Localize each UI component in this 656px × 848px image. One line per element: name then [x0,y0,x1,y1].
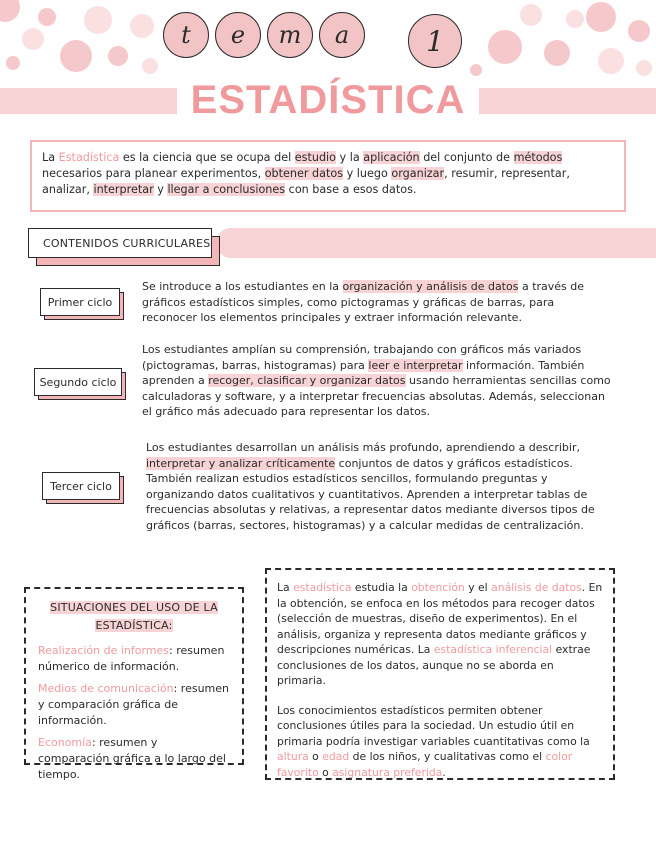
tema-circles [163,12,365,58]
situacion-key: Realización de informes [38,644,170,657]
bubble-decoration [22,28,44,50]
intro-text: y la [336,151,364,164]
situacion-value: : resumen y comparación gráfica de información. [38,682,230,727]
info-text: o [318,765,333,779]
ciclo-highlight: recoger, clasificar y organizar datos [208,374,406,387]
info-text: . [442,765,446,779]
bubble-decoration [108,46,128,66]
situacion-value: : resumen y comparación gráfica a lo largo del tiempo. [38,736,226,781]
ciclo-text: Se introduce a los estudiantes en la [142,280,343,293]
intro-term: Estadística [58,151,120,164]
situaciones-title-line: SITUACIONES DEL USO DE LA [50,601,218,614]
intro-highlight: llegar a conclusiones [167,183,286,196]
bubble-decoration [636,60,652,76]
situaciones-title [38,599,230,635]
ciclo-highlight: organización y análisis de datos [342,280,519,293]
situacion-value: : resumen númerico de información. [38,644,225,673]
intro-text: , resumir, representar, analizar, [42,167,570,196]
intro-highlight: obtener datos [264,167,344,180]
info-text: o [308,750,323,763]
situacion-item [38,735,230,783]
page-title-text: ESTADÍSTICA [177,78,480,122]
tema-letter: a [319,12,365,58]
info-text: estudia la [351,581,412,594]
tema-number: 1 [408,14,462,68]
intro-highlight: aplicación [363,151,420,164]
bubble-decoration [544,40,570,66]
ciclo-label-segundo: Segundo ciclo [34,368,122,396]
situaciones-box [24,587,244,781]
info-term: estadística [293,581,352,594]
bubble-decoration [598,48,624,74]
intro-highlight: estudio [294,151,336,164]
intro-highlight: organizar [391,167,445,180]
ciclo-highlight: interpretar y analizar críticamente [146,456,336,470]
info-text: de los niños, y cualitativas como el [349,750,546,763]
ciclo-description-segundo [142,342,616,420]
bubble-decoration [566,10,584,28]
intro-text: necesarios para planear experimentos, [42,167,265,180]
situacion-item [38,681,230,729]
ciclo-text: información. También aprenden a [142,358,585,387]
info-term: edad [322,750,350,763]
info-text: La [277,581,294,594]
info-term: asignatura preferida [332,765,443,779]
tema-letter: m [267,12,313,58]
estadistica-info-box [265,568,615,780]
bubble-decoration [38,8,56,26]
situacion-key: Economía [38,736,92,749]
intro-text: La [42,151,59,164]
intro-text: del conjunto de [419,151,514,164]
bubble-decoration [488,30,522,64]
info-text: Los conocimientos estadísticos permiten obtener conclusiones útiles para la sociedad. Un estudio útil en primaria podría investigar variables cuantitativas como la [277,703,590,748]
info-term: altura [277,750,309,763]
bubble-decoration [6,56,20,70]
info-text: y el [464,581,492,594]
ciclo-label-primer: Primer ciclo [40,288,120,316]
bubble-decoration [520,4,542,26]
bubble-decoration [130,14,154,38]
bubble-decoration [84,6,112,34]
intro-text: y [153,183,168,196]
ciclo-label-tercer: Tercer ciclo [42,472,120,500]
ciclo-description-tercer [146,440,616,533]
info-paragraph [277,580,603,689]
ciclo-description-primer [142,279,612,326]
section-label: CONTENIDOS CURRICULARES [28,228,212,258]
info-term: análisis de datos [491,581,582,594]
page-title [0,78,656,123]
bubble-decoration [142,58,158,74]
situaciones-title-line: ESTADÍSTICA: [95,619,173,632]
intro-highlight: métodos [513,151,563,164]
intro-highlight: interpretar [93,183,154,196]
ciclo-text: a través de gráficos estadísticos simples, como pictogramas y gráficas de barras, para reconocer los elementos principales y extraer información relevante. [142,280,585,324]
ciclo-text: conjuntos de datos y gráficos estadísticos. También realizan estudios estadísticos sencillos, formulando preguntas y organizando datos cualitativos y cuantitativos. Aprenden a interpretar tablas de frecuencias absolutas y relativas, a representar datos mediante diversos tipos de gráficos (barras, sectores, histogramas) y a calcular medidas de centralización. [146,456,595,532]
intro-text: es la ciencia que se ocupa del [119,151,295,164]
bubble-decoration [628,20,650,42]
ciclo-text: Los estudiantes amplían su comprensión, trabajando con gráficos más variados (pictogramas, barras, histogramas) para [142,343,582,372]
bubble-decoration [586,2,616,32]
tema-letter: e [215,12,261,58]
bubble-decoration [60,40,92,72]
intro-text: y luego [343,167,392,180]
situacion-key: Medios de comunicación [38,682,174,695]
info-term: estadística inferencial [433,643,553,656]
intro-text: con base a esos datos. [285,183,417,196]
info-text: . En la obtención, se enfoca en los métodos para recoger datos (selección de muestras, diseño de experimentos). En el análisis, organiza y representa datos mediante gráficos y descripciones numéricas. La [277,581,603,656]
tema-letter: t [163,12,209,58]
bubble-decoration [0,0,20,22]
info-term: obtención [411,581,465,594]
info-text: extrae conclusiones de los datos, aunque no se aborda en primaria. [277,643,591,687]
bubble-decoration [470,64,482,76]
info-term: color favorito [277,750,573,779]
ciclo-text: usando herramientas sencillas como calculadoras y software, y a interpretar frecuencias absolutas. Además, seleccionan el gráfico más adecuado para representar los datos. [142,374,611,418]
info-paragraph [277,703,603,781]
intro-box [30,140,626,212]
situacion-item [38,643,230,675]
section-bar [216,228,656,258]
ciclo-highlight: leer e interpretar [368,358,463,372]
ciclo-text: Los estudiantes desarrollan un análisis más profundo, aprendiendo a describir, [146,441,580,454]
